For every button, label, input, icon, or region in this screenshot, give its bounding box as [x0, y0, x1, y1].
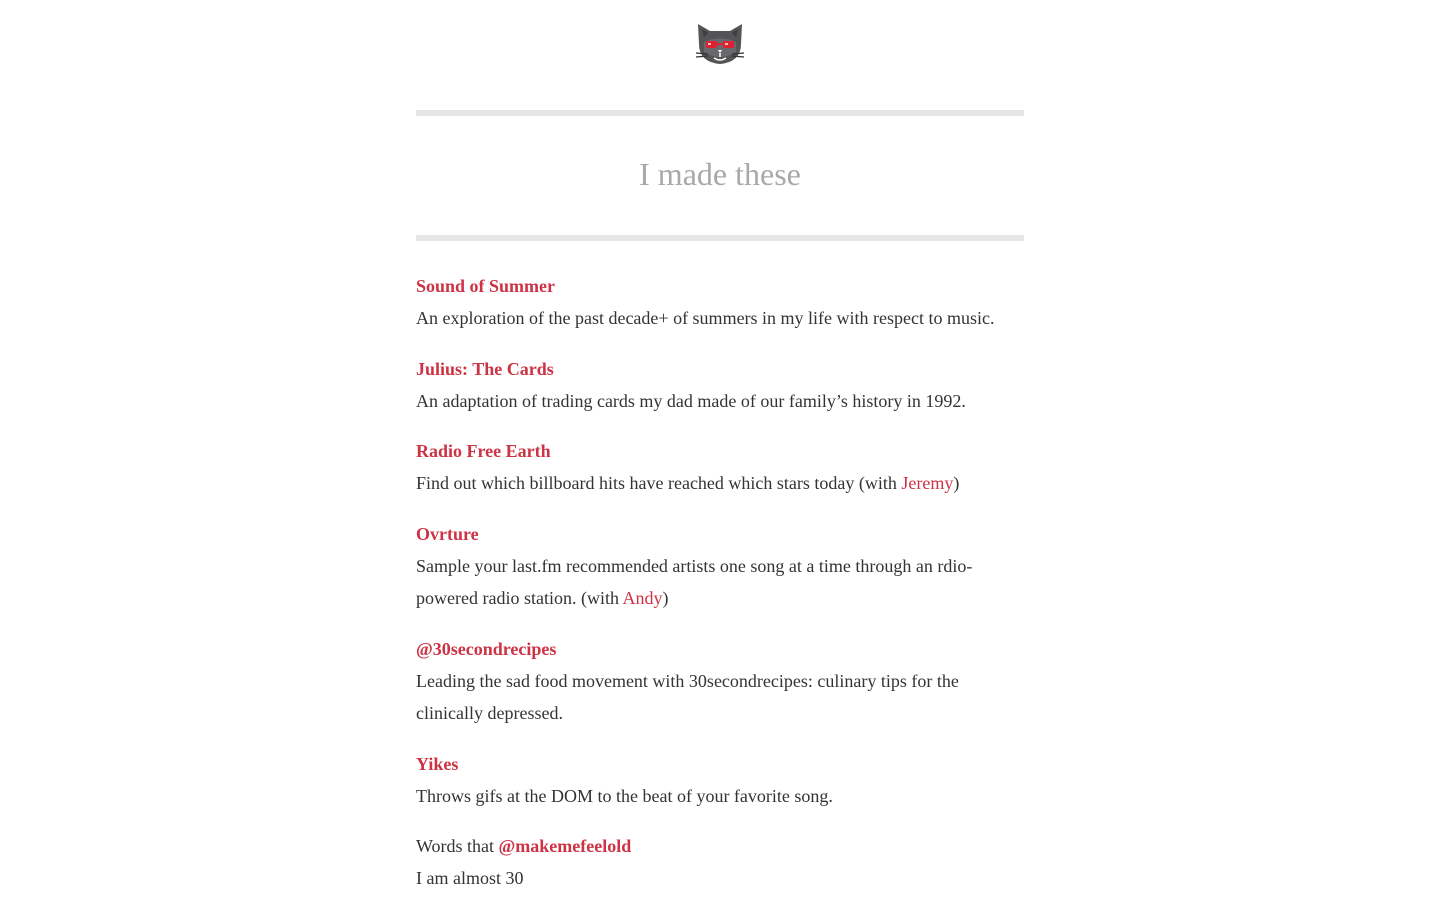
- description-text: Find out which billboard hits have reached which stars today (with: [416, 473, 902, 493]
- project-item-30secondrecipes: [416, 633, 1024, 730]
- project-description: Leading the sad food movement with 30secondrecipes: culinary tips for the clinically depressed.: [416, 670, 959, 723]
- description-text-end: ): [662, 588, 669, 608]
- bottom-divider: [416, 235, 1024, 241]
- project-item-makemefeelold: [416, 830, 1024, 895]
- project-description: An adaptation of trading cards my dad made of our family’s history in 1992.: [416, 390, 966, 411]
- project-item-julius-the-cards: [416, 353, 1024, 418]
- project-item-sound-of-summer: [416, 270, 1024, 335]
- project-description: [416, 467, 1024, 500]
- project-description: I am almost 30: [416, 868, 524, 888]
- project-link-makemefeelold[interactable]: @makemefeelold: [498, 836, 632, 856]
- project-link-sound-of-summer[interactable]: Sound of Summer: [416, 276, 556, 296]
- project-list: [416, 270, 1024, 900]
- project-heading-makemefeelold: [416, 830, 1024, 862]
- heading-prefix: Words that: [416, 836, 499, 856]
- page-title: I made these: [639, 156, 801, 192]
- project-link-radio-free-earth[interactable]: Radio Free Earth: [416, 441, 551, 461]
- project-description: An exploration of the past decade+ of summers in my life with respect to music.: [416, 308, 995, 328]
- description-text-end: ): [953, 473, 960, 493]
- description-text: Sample your last.fm recommended artists one song at a time through an rdio-powered radio station. (with: [416, 555, 973, 608]
- project-link-30secondrecipes[interactable]: @30secondrecipes: [416, 638, 557, 659]
- project-item-radio-free-earth: [416, 435, 1024, 500]
- project-item-ovrture: [416, 518, 1024, 615]
- cat-with-glasses-icon[interactable]: [694, 20, 746, 70]
- project-item-yikes: [416, 748, 1024, 813]
- project-description: Throws gifs at the DOM to the beat of your favorite song.: [416, 785, 833, 806]
- project-link-ovrture[interactable]: Ovrture: [416, 523, 479, 544]
- project-link-yikes[interactable]: Yikes: [416, 753, 459, 774]
- top-divider: [416, 110, 1024, 116]
- project-description: [416, 550, 1024, 615]
- header: [0, 20, 1440, 72]
- collaborator-link-andy[interactable]: Andy: [622, 588, 663, 608]
- collaborator-link-jeremy[interactable]: Jeremy: [901, 473, 954, 493]
- project-link-julius-the-cards[interactable]: Julius: The Cards: [416, 358, 554, 379]
